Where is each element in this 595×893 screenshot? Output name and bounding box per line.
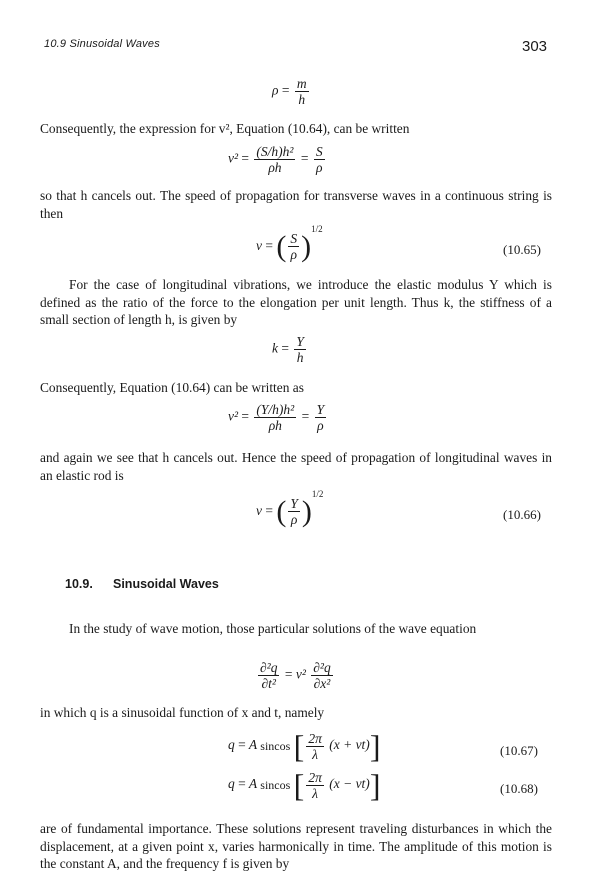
- paragraph: and again we see that h cancels out. Hence the speed of propagation of longitudinal waves in an elastic rod is: [40, 450, 552, 483]
- equation-v2-string: v² = $\frac{\text{(S/h)h²}}{\rho h}$ = $\frac{S}{\rho}$: [228, 144, 323, 175]
- equation-10-67: q = A sincos [ $\frac{2\pi}{\lambda}$ (x + vt)]: [228, 728, 381, 764]
- equation-rho: ρ = $\frac{m}{h}$: [272, 76, 307, 107]
- running-header: 10.9 Sinusoidal Waves: [44, 38, 160, 50]
- equation-10-66: v = ( $\frac{Y}{\rho}$ )$^{1/2}$: [256, 489, 324, 528]
- paragraph: In the study of wave motion, those particular solutions of the wave equation: [69, 621, 477, 636]
- equation-number: (10.66): [503, 507, 541, 522]
- paragraph: Consequently, Equation (10.64) can be written as: [40, 380, 304, 395]
- page-number: 303: [522, 38, 548, 55]
- equation-v2-rod: v² = $\frac{\text{(Y/h)h²}}{\rho h}$ = $\frac{Y}{\rho}$: [228, 402, 325, 433]
- equation-number: (10.68): [500, 781, 538, 796]
- paragraph: Consequently, the expression for v², Equation (10.64), can be written: [40, 121, 410, 136]
- equation-10-65: v = ( $\frac{S}{\rho}$ )$^{1/2}$: [256, 224, 323, 263]
- equation-number: (10.67): [500, 743, 538, 758]
- equation-number: (10.65): [503, 242, 541, 257]
- section-heading: [65, 577, 219, 591]
- paragraph: For the case of longitudinal vibrations, we introduce the elastic modulus Y which is defined as the ratio of the force to the elongation per unit length. Thus k, the stiffness of a small section of length h, is given by: [40, 277, 552, 328]
- equation-wave: $\frac{\text{∂²q}}{\text{∂t²}}$ = v² $\frac{\text{∂²q}}{\text{∂x²}}$: [260, 660, 331, 691]
- paragraph: so that h cancels out. The speed of propagation for transverse waves in a continuous string is then: [40, 188, 552, 221]
- paragraph: in which q is a sinusoidal function of x and t, namely: [40, 705, 325, 720]
- equation-10-68: q = A sincos [ $\frac{2\pi}{\lambda}$ (x − vt)]: [228, 767, 381, 803]
- equation-k: k = $\frac{Y}{h}$: [272, 334, 304, 365]
- section-title: Sinusoidal Waves: [113, 577, 219, 591]
- paragraph: are of fundamental importance. These solutions represent traveling disturbances in which the displacement, at a given point x, varies harmonically in time. The amplitude of this motion is the constant A, and the frequency f is given by: [40, 821, 552, 872]
- section-number: 10.9.: [65, 577, 93, 591]
